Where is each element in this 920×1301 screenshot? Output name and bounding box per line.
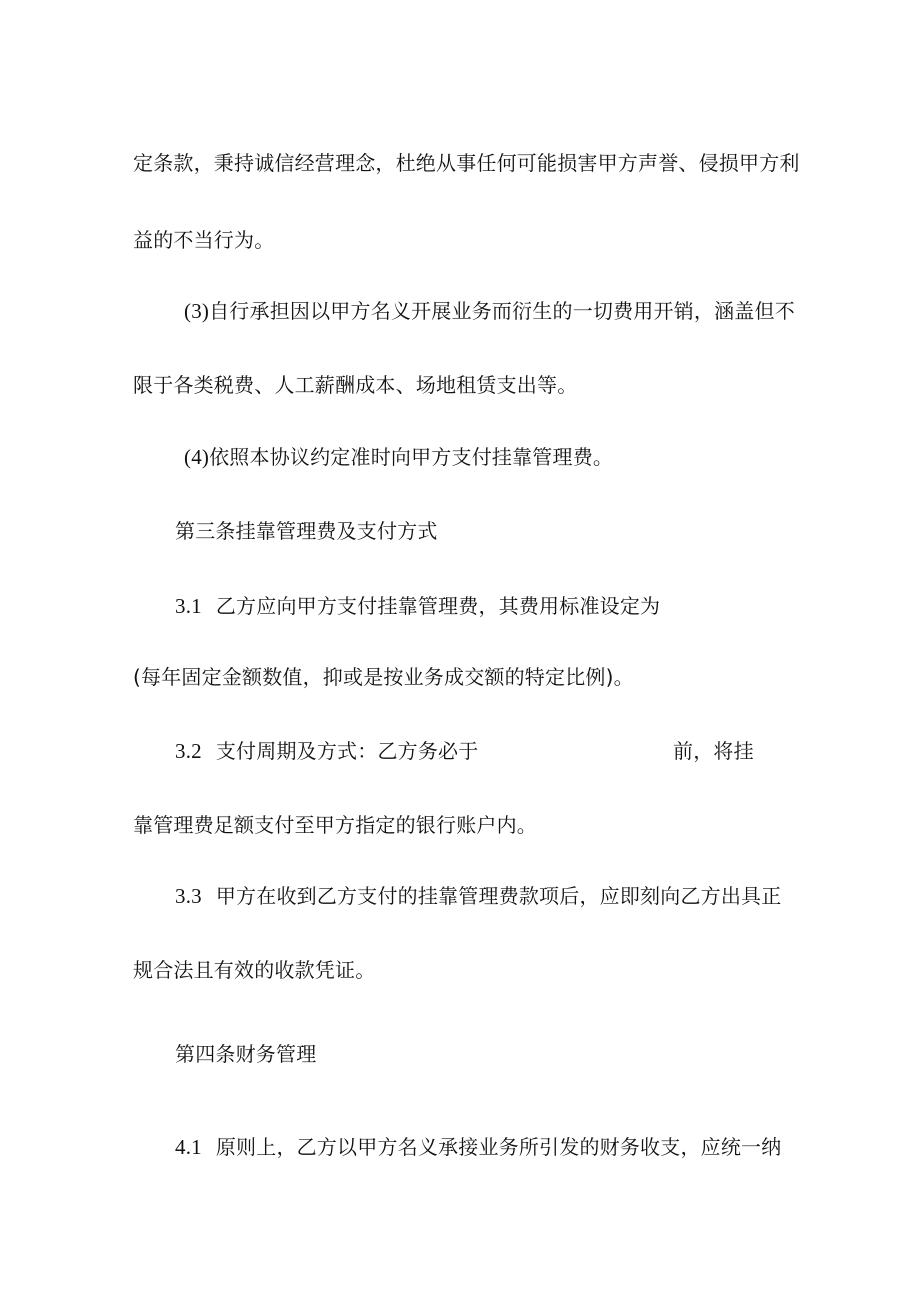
section-number: 4.1: [175, 1135, 202, 1159]
text-span: (每年固定金额数值，抑或是按业务成交额的特定比例)。: [133, 665, 634, 689]
section-3-1: [175, 593, 660, 619]
text-span: 限于各类税费、人工薪酬成本、场地租赁支出等。: [133, 373, 578, 397]
clause-text: 依照本协议约定准时向甲方支付挂靠管理费。: [209, 445, 614, 469]
section-3-2-continuation: [673, 738, 754, 764]
heading-text: 第三条挂靠管理费及支付方式: [175, 519, 438, 543]
paragraph-line: [133, 227, 274, 253]
text-span: 益的不当行为。: [133, 228, 275, 252]
section-3-2: [175, 738, 478, 764]
paragraph-line: [133, 372, 577, 398]
section-text: 支付周期及方式：乙方务必于: [215, 739, 479, 763]
section-number: 3.3: [175, 884, 202, 908]
text-span: 靠管理费足额支付至甲方指定的银行账户内。: [133, 813, 537, 837]
section-number: 3.2: [175, 739, 202, 763]
text-span: 规合法且有效的收款凭证。: [133, 958, 376, 982]
article-4-heading: [175, 1041, 316, 1067]
section-4-1: [175, 1134, 781, 1160]
section-text: 甲方在收到乙方支付的挂靠管理费款项后，应即刻向乙方出具正: [215, 884, 782, 908]
heading-text: 第四条财务管理: [175, 1042, 317, 1066]
paragraph-line: [133, 150, 800, 176]
clause-text: 自行承担因以甲方名义开展业务而衍生的一切费用开销，涵盖但不: [209, 299, 795, 323]
clause-number: (3): [184, 299, 210, 323]
clause-3: [184, 298, 795, 324]
section-text: 原则上，乙方以甲方名义承接业务所引发的财务收支，应统一纳: [215, 1135, 782, 1159]
section-text: 前，将挂: [673, 739, 754, 763]
text-span: 定条款，秉持诚信经营理念，杜绝从事任何可能损害甲方声誉、侵损甲方利: [133, 151, 800, 175]
clause-number: (4): [184, 445, 210, 469]
section-text: 乙方应向甲方支付挂靠管理费，其费用标准设定为: [215, 594, 661, 618]
paragraph-line: [133, 812, 537, 838]
clause-4: [184, 444, 613, 470]
section-number: 3.1: [175, 594, 202, 618]
section-3-3: [175, 883, 781, 909]
paragraph-line: [133, 664, 634, 690]
paragraph-line: [133, 957, 375, 983]
article-3-heading: [175, 518, 438, 544]
